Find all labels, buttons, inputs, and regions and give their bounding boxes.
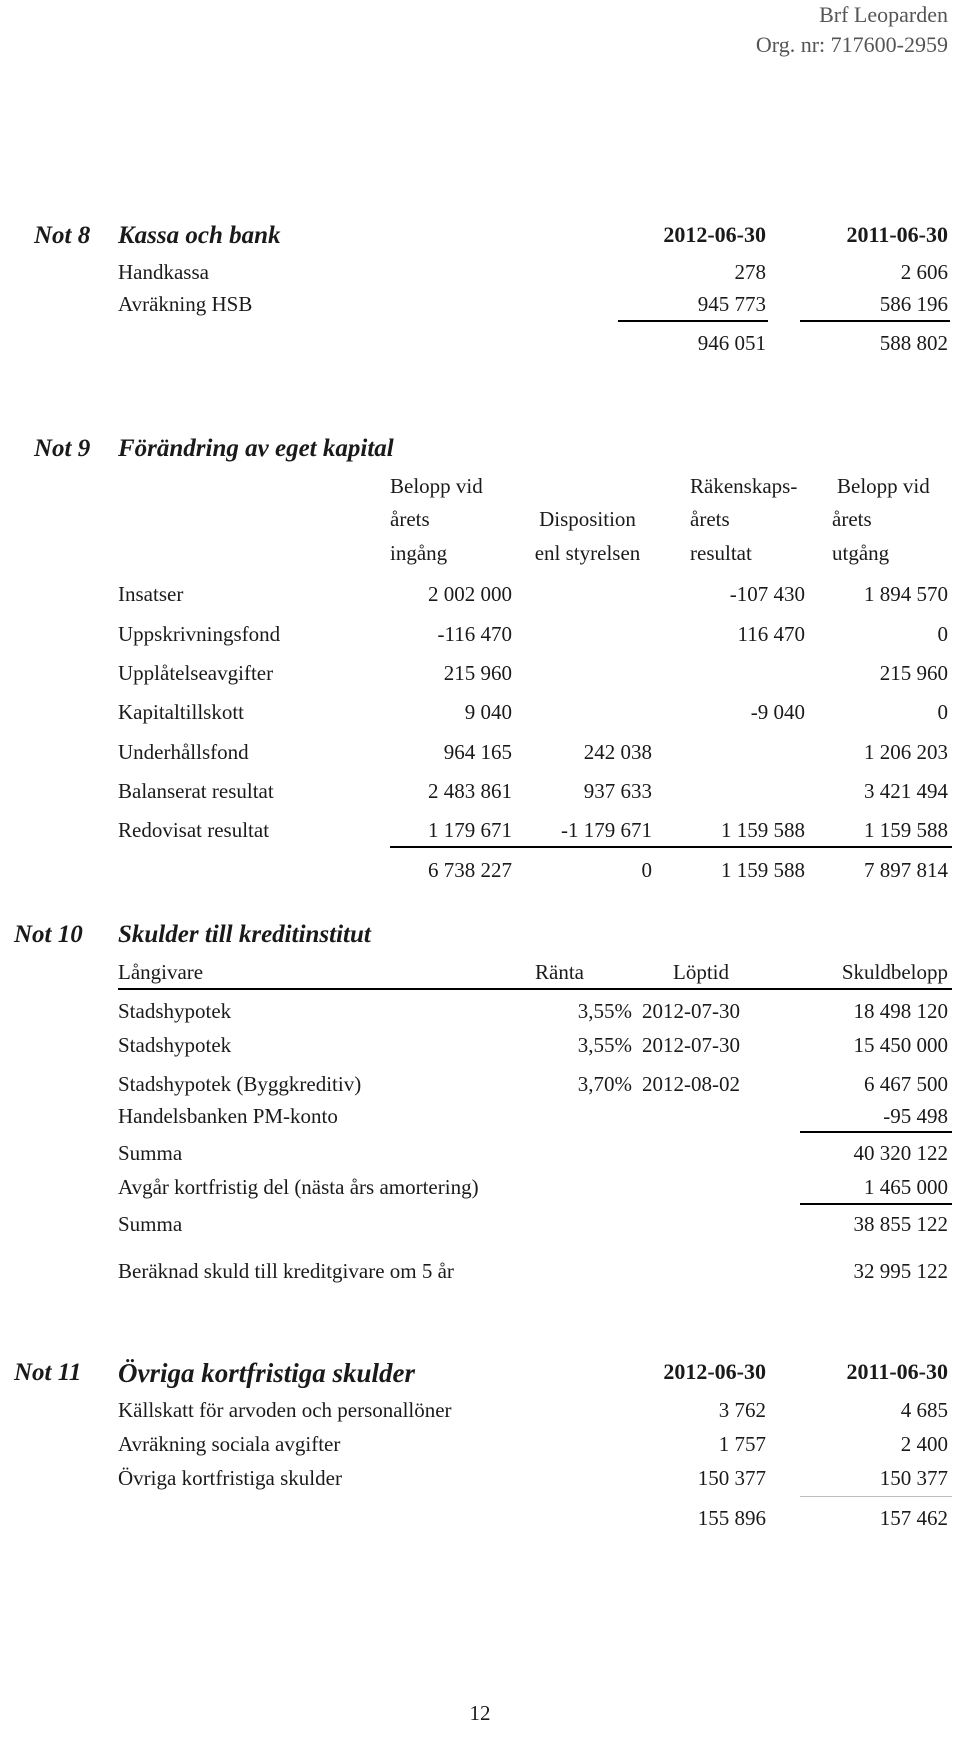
note-10-row-amount: 18 498 120 — [853, 999, 948, 1023]
note-9-header-c1-line3: ingång — [390, 541, 448, 565]
note-9-header-c3-line1: Räkenskaps- — [690, 474, 798, 498]
note-11-row-value-2012: 1 757 — [718, 1432, 766, 1456]
note-8-row-label: Handkassa — [118, 260, 209, 284]
note-9-row-label: Insatser — [118, 582, 184, 606]
note-8-col2-header: 2011-06-30 — [846, 222, 948, 247]
note-11-total-2012: 155 896 — [697, 1506, 766, 1530]
note-9-row-label: Redovisat resultat — [118, 818, 270, 842]
note-8-col1-header: 2012-06-30 — [663, 222, 766, 247]
note-8-total-rule-2012 — [618, 320, 768, 322]
note-10-sum2-amount: 38 855 122 — [853, 1212, 948, 1236]
page-number: 12 — [469, 1701, 491, 1725]
note-11-row-label: Avräkning sociala avgifter — [118, 1432, 341, 1456]
note-9-row-c4: 0 — [937, 700, 948, 724]
note-10-sum1-rule — [800, 1131, 952, 1133]
note-10-header-term: Löptid — [673, 960, 729, 984]
note-10-sum2-label: Summa — [118, 1212, 183, 1236]
note-9-header-c2-line2: enl styrelsen — [534, 541, 641, 565]
note-10-row-lender: Stadshypotek (Byggkreditiv) — [118, 1072, 362, 1096]
note-10-title: Skulder till kreditinstitut — [118, 921, 371, 948]
note-9-row-label: Kapitaltillskott — [118, 700, 244, 724]
note-9-header-c3-line3: resultat — [690, 541, 752, 565]
note-9-row-c4: 0 — [937, 622, 948, 646]
note-9-row-label: Balanserat resultat — [118, 779, 274, 803]
note-10-row-term: 2012-08-02 — [642, 1072, 740, 1096]
note-9-row-c1: 2 002 000 — [428, 582, 512, 606]
note-8-row-value-2012: 945 773 — [697, 292, 766, 316]
note-9-header-c2-line1: Disposition — [539, 507, 636, 531]
note-9-row-label: Uppskrivningsfond — [118, 622, 281, 646]
note-9-row-c1: 1 179 671 — [428, 818, 512, 842]
note-9-row-label: Upplåtelseavgifter — [118, 661, 274, 685]
note-10-row-rate: 3,55% — [577, 1033, 632, 1057]
note-9-total-rule — [390, 846, 952, 848]
note-9-row-c4: 215 960 — [879, 661, 948, 685]
note-8-row-value-2012: 278 — [734, 260, 766, 284]
note-8-number: Not 8 — [34, 222, 91, 249]
note-10-sum2-rule — [800, 1203, 952, 1205]
note-9-row-c3: 1 159 588 — [721, 818, 805, 842]
note-9-header-c4-line3: utgång — [832, 541, 890, 565]
note-9-row-c4: 1 159 588 — [864, 818, 948, 842]
note-11-total-rule — [800, 1496, 952, 1497]
note-10-row-term: 2012-07-30 — [642, 999, 740, 1023]
note-10-header-amount: Skuldbelopp — [841, 960, 948, 984]
note-9-row-c4: 1 894 570 — [864, 582, 948, 606]
note-11-col1-header: 2012-06-30 — [663, 1359, 766, 1384]
note-10-row-lender: Handelsbanken PM-konto — [118, 1104, 338, 1128]
note-8-total-rule-2011 — [800, 320, 950, 322]
note-8-row-value-2011: 2 606 — [900, 260, 948, 284]
note-11-row-value-2012: 3 762 — [718, 1398, 766, 1422]
note-10-sum1-amount: 40 320 122 — [853, 1141, 948, 1165]
note-11-row-value-2012: 150 377 — [697, 1466, 766, 1490]
note-10-future-label: Beräknad skuld till kreditgivare om 5 år — [118, 1259, 454, 1283]
note-9-header-c3-line2: årets — [690, 507, 730, 531]
note-11-title: Övriga kortfristiga skulder — [118, 1358, 416, 1388]
note-9-row-c1: 9 040 — [464, 700, 512, 724]
note-9-header-c4-line2: årets — [832, 507, 872, 531]
note-9-row-c2: 937 633 — [583, 779, 652, 803]
note-10-deduct-amount: 1 465 000 — [864, 1175, 948, 1199]
note-8-row-label: Avräkning HSB — [118, 292, 253, 316]
note-8-total-2012: 946 051 — [697, 331, 766, 355]
note-9-row-c1: -116 470 — [437, 622, 512, 646]
note-9-total-c4: 7 897 814 — [864, 858, 948, 882]
note-9-header-c4-line1: Belopp vid — [837, 474, 930, 498]
note-9-header-c1-line1: Belopp vid — [390, 474, 483, 498]
note-10-row-rate: 3,55% — [577, 999, 632, 1023]
note-9-total-c1: 6 738 227 — [428, 858, 512, 882]
note-11-row-value-2011: 2 400 — [900, 1432, 948, 1456]
note-10-row-term: 2012-07-30 — [642, 1033, 740, 1057]
note-9-row-c3: -9 040 — [750, 700, 805, 724]
note-8-total-2011: 588 802 — [879, 331, 948, 355]
note-9-row-c2: -1 179 671 — [561, 818, 652, 842]
note-10-row-lender: Stadshypotek — [118, 999, 232, 1023]
note-11-row-label: Källskatt för arvoden och personallöner — [118, 1398, 452, 1422]
note-8-row-value-2011: 586 196 — [879, 292, 948, 316]
note-9-row-label: Underhållsfond — [118, 740, 249, 764]
note-11-row-label: Övriga kortfristiga skulder — [118, 1466, 342, 1490]
note-9-row-c4: 3 421 494 — [864, 779, 948, 803]
note-10-row-amount: 6 467 500 — [864, 1072, 948, 1096]
note-10-header-rule — [118, 988, 952, 990]
note-10-row-amount: -95 498 — [883, 1104, 948, 1128]
org-number: Org. nr: 717600-2959 — [755, 32, 948, 57]
org-name: Brf Leoparden — [819, 2, 948, 27]
note-8-title: Kassa och bank — [118, 222, 281, 249]
note-10-deduct-label: Avgår kortfristig del (nästa års amortering) — [118, 1175, 479, 1199]
note-11-number: Not 11 — [14, 1359, 82, 1386]
note-9-row-c4: 1 206 203 — [864, 740, 948, 764]
note-9-row-c3: 116 470 — [737, 622, 805, 646]
note-9-header-c1-line2: årets — [390, 507, 430, 531]
note-10-row-lender: Stadshypotek — [118, 1033, 232, 1057]
note-9-row-c3: -107 430 — [729, 582, 805, 606]
note-9-total-c2: 0 — [641, 858, 652, 882]
note-10-row-amount: 15 450 000 — [853, 1033, 948, 1057]
note-10-sum1-label: Summa — [118, 1141, 183, 1165]
note-9-row-c2: 242 038 — [583, 740, 652, 764]
note-11-total-2011: 157 462 — [879, 1506, 948, 1530]
note-10-header-lender: Långivare — [118, 960, 204, 984]
note-9-row-c1: 2 483 861 — [428, 779, 512, 803]
note-10-row-rate: 3,70% — [577, 1072, 632, 1096]
note-9-row-c1: 964 165 — [443, 740, 512, 764]
note-9-title: Förändring av eget kapital — [118, 435, 394, 462]
note-9-row-c1: 215 960 — [443, 661, 512, 685]
note-11-row-value-2011: 4 685 — [900, 1398, 948, 1422]
note-10-header-rate: Ränta — [535, 960, 584, 984]
note-10-number: Not 10 — [14, 921, 83, 948]
note-9-number: Not 9 — [34, 435, 91, 462]
note-11-row-value-2011: 150 377 — [879, 1466, 948, 1490]
note-11-col2-header: 2011-06-30 — [846, 1359, 948, 1384]
note-9-total-c3: 1 159 588 — [721, 858, 805, 882]
note-10-future-amount: 32 995 122 — [853, 1259, 948, 1283]
